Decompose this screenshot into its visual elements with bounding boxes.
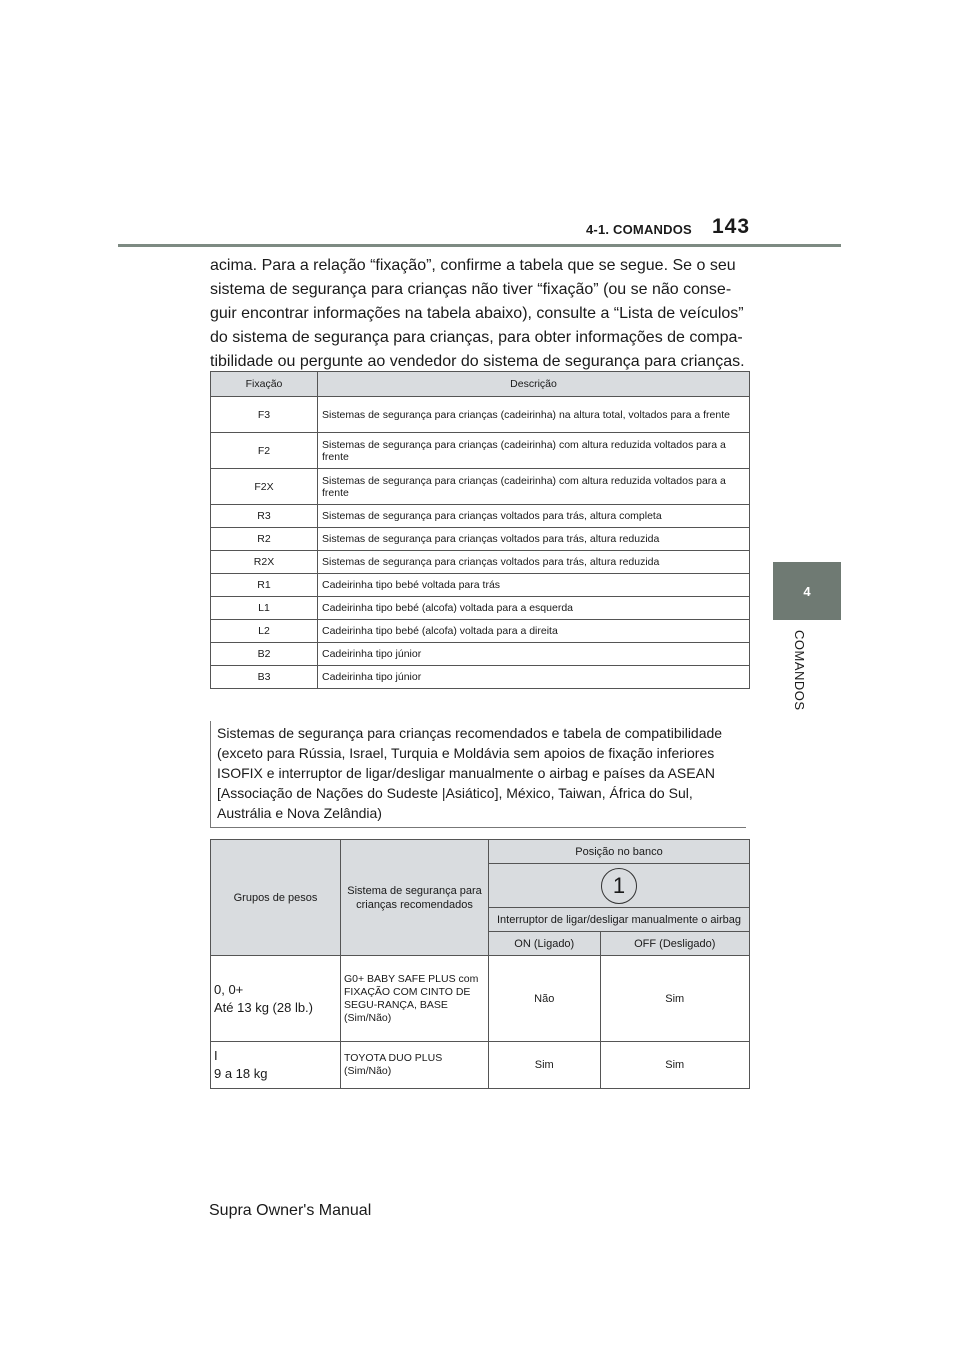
fixation-description: Sistemas de segurança para crianças (cadeirinha) com altura reduzida voltados para a frente (318, 469, 750, 505)
airbag-on-value: Não (489, 956, 601, 1042)
fixation-code: R3 (211, 505, 318, 528)
intro-line: acima. Para a relação “fixação”, confirme a tabela que se segue. Se o seu (210, 257, 736, 274)
table-row (211, 956, 750, 1042)
table-row (211, 469, 750, 505)
table-row (211, 528, 750, 551)
fixation-code: F2X (211, 469, 318, 505)
seat-position-cell (489, 864, 750, 908)
table-row (211, 620, 750, 643)
intro-line: tibilidade ou pergunte ao vendedor do sistema de segurança para crianças. (210, 353, 745, 370)
fixation-description: Sistemas de segurança para crianças (cadeirinha) com altura reduzida voltados para a frente (318, 433, 750, 469)
intro-line: guir encontrar informações na tabela abaixo), consulte a “Lista de veículos” (210, 305, 744, 322)
fixation-description: Cadeirinha tipo bebé (alcofa) voltada para a esquerda (318, 597, 750, 620)
fixation-code: F3 (211, 397, 318, 433)
fixation-description: Sistemas de segurança para crianças voltados para trás, altura reduzida (318, 528, 750, 551)
fixation-description: Cadeirinha tipo júnior (318, 666, 750, 689)
table-row (211, 574, 750, 597)
table-row (211, 643, 750, 666)
fixation-table (210, 371, 750, 689)
footer-manual-title: Supra Owner's Manual (209, 1202, 372, 1219)
note-line: [Associação de Nações do Sudeste |Asiático], México, Taiwan, África do Sul, (217, 785, 693, 801)
table-row (211, 551, 750, 574)
page-number: 143 (712, 215, 751, 238)
fixation-code: B3 (211, 666, 318, 689)
column-header-fixation: Fixação (211, 372, 318, 397)
weight-group-cell (211, 1042, 341, 1089)
fixation-description: Cadeirinha tipo bebé voltada para trás (318, 574, 750, 597)
table-row (211, 433, 750, 469)
fixation-code: F2 (211, 433, 318, 469)
intro-line: do sistema de segurança para crianças, para obter informações de compa- (210, 329, 743, 346)
intro-paragraph (210, 254, 755, 374)
table-header-row (211, 840, 750, 864)
fixation-description: Cadeirinha tipo júnior (318, 643, 750, 666)
weight-group: 0, 0+ (214, 981, 244, 997)
table-row (211, 597, 750, 620)
fixation-code: B2 (211, 643, 318, 666)
table-row (211, 1042, 750, 1089)
compatibility-table (210, 839, 750, 1089)
chapter-number: 4 (803, 583, 811, 599)
note-line: (exceto para Rússia, Israel, Turquia e Moldávia sem apoios de fixação inferiores (217, 745, 715, 761)
fixation-code: R2 (211, 528, 318, 551)
fixation-code: L2 (211, 620, 318, 643)
header-divider (118, 244, 841, 247)
fixation-description: Sistemas de segurança para crianças voltados para trás, altura completa (318, 505, 750, 528)
intro-line: sistema de segurança para crianças não tiver “fixação” (ou se não conse- (210, 281, 732, 298)
compatibility-note (210, 721, 746, 828)
seat-number-icon: 1 (601, 868, 637, 904)
airbag-on-header: ON (Ligado) (489, 932, 601, 956)
system-cell: TOYOTA DUO PLUS (Sim/Não) (341, 1042, 489, 1089)
weight-group: I (214, 1048, 218, 1063)
note-line: Austrália e Nova Zelândia) (217, 805, 382, 821)
column-header-weight: Grupos de pesos (211, 840, 341, 956)
table-header-row (211, 372, 750, 397)
column-header-system: Sistema de segurança para crianças recomendados (341, 840, 489, 956)
weight-group-cell (211, 956, 341, 1042)
weight-range: 9 a 18 kg (214, 1066, 268, 1081)
fixation-code: L1 (211, 597, 318, 620)
table-row (211, 666, 750, 689)
airbag-off-value: Sim (600, 956, 749, 1042)
chapter-side-label (762, 630, 852, 750)
table-row (211, 397, 750, 433)
fixation-description: Cadeirinha tipo bebé (alcofa) voltada para a direita (318, 620, 750, 643)
chapter-side-label-text: COMANDOS (792, 630, 807, 711)
fixation-description: Sistemas de segurança para crianças voltados para trás, altura reduzida (318, 551, 750, 574)
fixation-description: Sistemas de segurança para crianças (cadeirinha) na altura total, voltados para a frente (318, 397, 750, 433)
airbag-off-value: Sim (600, 1042, 749, 1089)
column-header-seat: Posição no banco (489, 840, 750, 864)
airbag-off-header: OFF (Desligado) (600, 932, 749, 956)
section-title: 4-1. COMANDOS (586, 222, 692, 237)
fixation-code: R1 (211, 574, 318, 597)
airbag-switch-header: Interruptor de ligar/desligar manualmente o airbag (489, 908, 750, 932)
note-line: ISOFIX e interruptor de ligar/desligar manualmente o airbag e países da ASEAN (217, 765, 716, 781)
system-cell: G0+ BABY SAFE PLUS com FIXAÇÃO COM CINTO DE SEGU-RANÇA, BASE (Sim/Não) (341, 956, 489, 1042)
note-line: Sistemas de segurança para crianças recomendados e tabela de compatibilidade (217, 725, 723, 741)
fixation-code: R2X (211, 551, 318, 574)
chapter-tab[interactable] (773, 562, 841, 620)
table-row (211, 505, 750, 528)
airbag-on-value: Sim (489, 1042, 601, 1089)
weight-range: Até 13 kg (28 lb.) (214, 999, 313, 1015)
column-header-description: Descrição (318, 372, 750, 397)
